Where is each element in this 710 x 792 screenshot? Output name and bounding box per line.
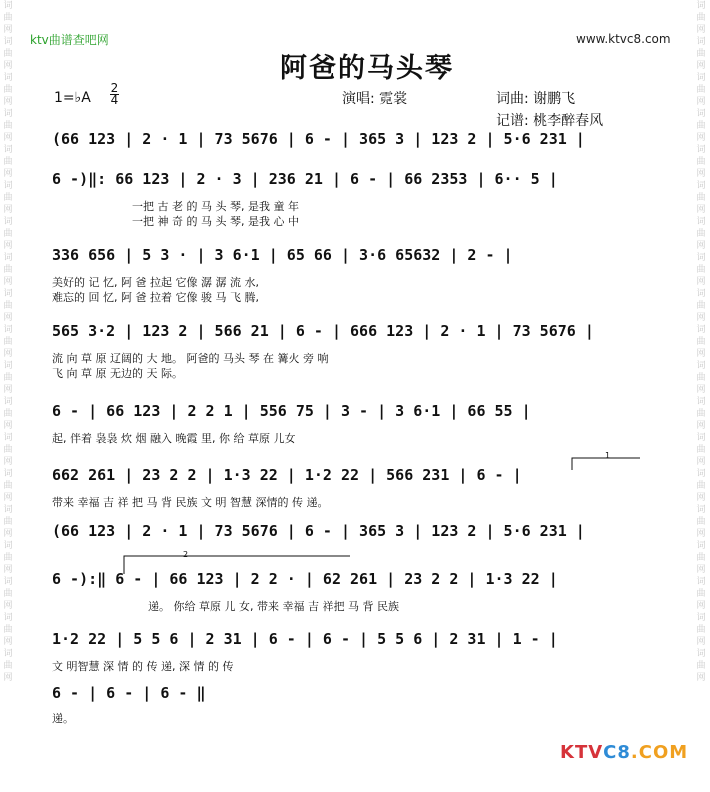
lyric-line: 起, 伴着 袅袅 炊 烟 融入 晚霞 里, 你 给 草原 儿女 — [52, 432, 296, 445]
lyric-verse-1: 美好的 记 忆, 阿 爸 拉起 它像 潺 潺 流 水, — [52, 276, 259, 289]
lyric-verse-2: 一把 神 奇 的 马 头 琴, 是我 心 中 — [132, 215, 299, 228]
time-signature: 2 4 — [110, 81, 119, 107]
volta-second-label: 2 — [183, 550, 189, 559]
notation-line: 6 - | 66 123 | 2 2 1 | 556 75 | 3 - | 3 6·1 | 66 55 | — [52, 402, 531, 420]
watermark-left: 词曲网词曲网词曲网词曲网词曲网词曲网词曲网词曲网词曲网词曲网词曲网词曲网词曲网词曲网词曲网词曲网词曲网词曲网词曲网 — [3, 1, 13, 683]
lyric-line: 递。 — [52, 712, 74, 725]
transcriber: 记谱: 桃李醉春风 — [496, 113, 604, 129]
lyric-line: 文 明智慧 深 情 的 传 递, 深 情 的 传 — [52, 660, 234, 673]
site-logo: KTVC8.COM — [560, 742, 689, 763]
notation-line: 6 -):‖ 6 - | 66 123 | 2 2 · | 62 261 | 23 2 2 | 1·3 22 | — [52, 570, 558, 588]
song-title: 阿爸的马头琴 — [280, 53, 454, 84]
lyric-verse-2: 飞 向 草 原 无边的 天 际。 — [52, 367, 183, 380]
performer: 演唱: 霓裳 — [342, 91, 408, 107]
lyric-verse-2: 难忘的 回 忆, 阿 爸 拉着 它像 骏 马 飞 腾, — [52, 291, 259, 304]
notation-line: 336 656 | 5 3 · | 3 6·1 | 65 66 | 3·6 65632 | 2 - | — [52, 246, 513, 264]
site-url: www.ktvc8.com — [576, 32, 671, 46]
notation-line: (66 123 | 2 · 1 | 73 5676 | 6 - | 365 3 | 123 2 | 5·6 231 | — [52, 522, 585, 540]
notation-line: 6 -)‖: 66 123 | 2 · 3 | 236 21 | 6 - | 66 2353 | 6·· 5 | — [52, 170, 558, 188]
lyricist-composer: 词曲: 谢鹏飞 — [496, 91, 576, 107]
notation-line: 662 261 | 23 2 2 | 1·3 22 | 1·2 22 | 566 231 | 6 - | — [52, 466, 522, 484]
notation-line: (66 123 | 2 · 1 | 73 5676 | 6 - | 365 3 | 123 2 | 5·6 231 | — [52, 130, 585, 148]
watermark-right: 词曲网词曲网词曲网词曲网词曲网词曲网词曲网词曲网词曲网词曲网词曲网词曲网词曲网词曲网词曲网词曲网词曲网词曲网词曲网 — [696, 1, 706, 683]
brand-left: ktv曲谱查吧网 — [30, 33, 109, 47]
lyric-verse-1: 一把 古 老 的 马 头 琴, 是我 童 年 — [132, 200, 299, 213]
lyric-line: 带来 幸福 吉 祥 把 马 背 民族 文 明 智慧 深情的 传 递。 — [52, 496, 329, 509]
lyric-line: 递。 你给 草原 儿 女, 带来 幸福 吉 祥把 马 背 民族 — [148, 600, 399, 613]
volta-first-label: 1 — [605, 451, 611, 460]
notation-line: 6 - | 6 - | 6 - ‖ — [52, 684, 206, 702]
notation-line: 1·2 22 | 5 5 6 | 2 31 | 6 - | 6 - | 5 5 6 | 2 31 | 1 - | — [52, 630, 558, 648]
notation-line: 565 3·2 | 123 2 | 566 21 | 6 - | 666 123 | 2 · 1 | 73 5676 | — [52, 322, 594, 340]
lyric-verse-1: 流 向 草 原 辽阔的 大 地。 阿爸的 马头 琴 在 篝火 旁 响 — [52, 352, 329, 365]
key-signature: 1=♭A — [54, 90, 91, 106]
